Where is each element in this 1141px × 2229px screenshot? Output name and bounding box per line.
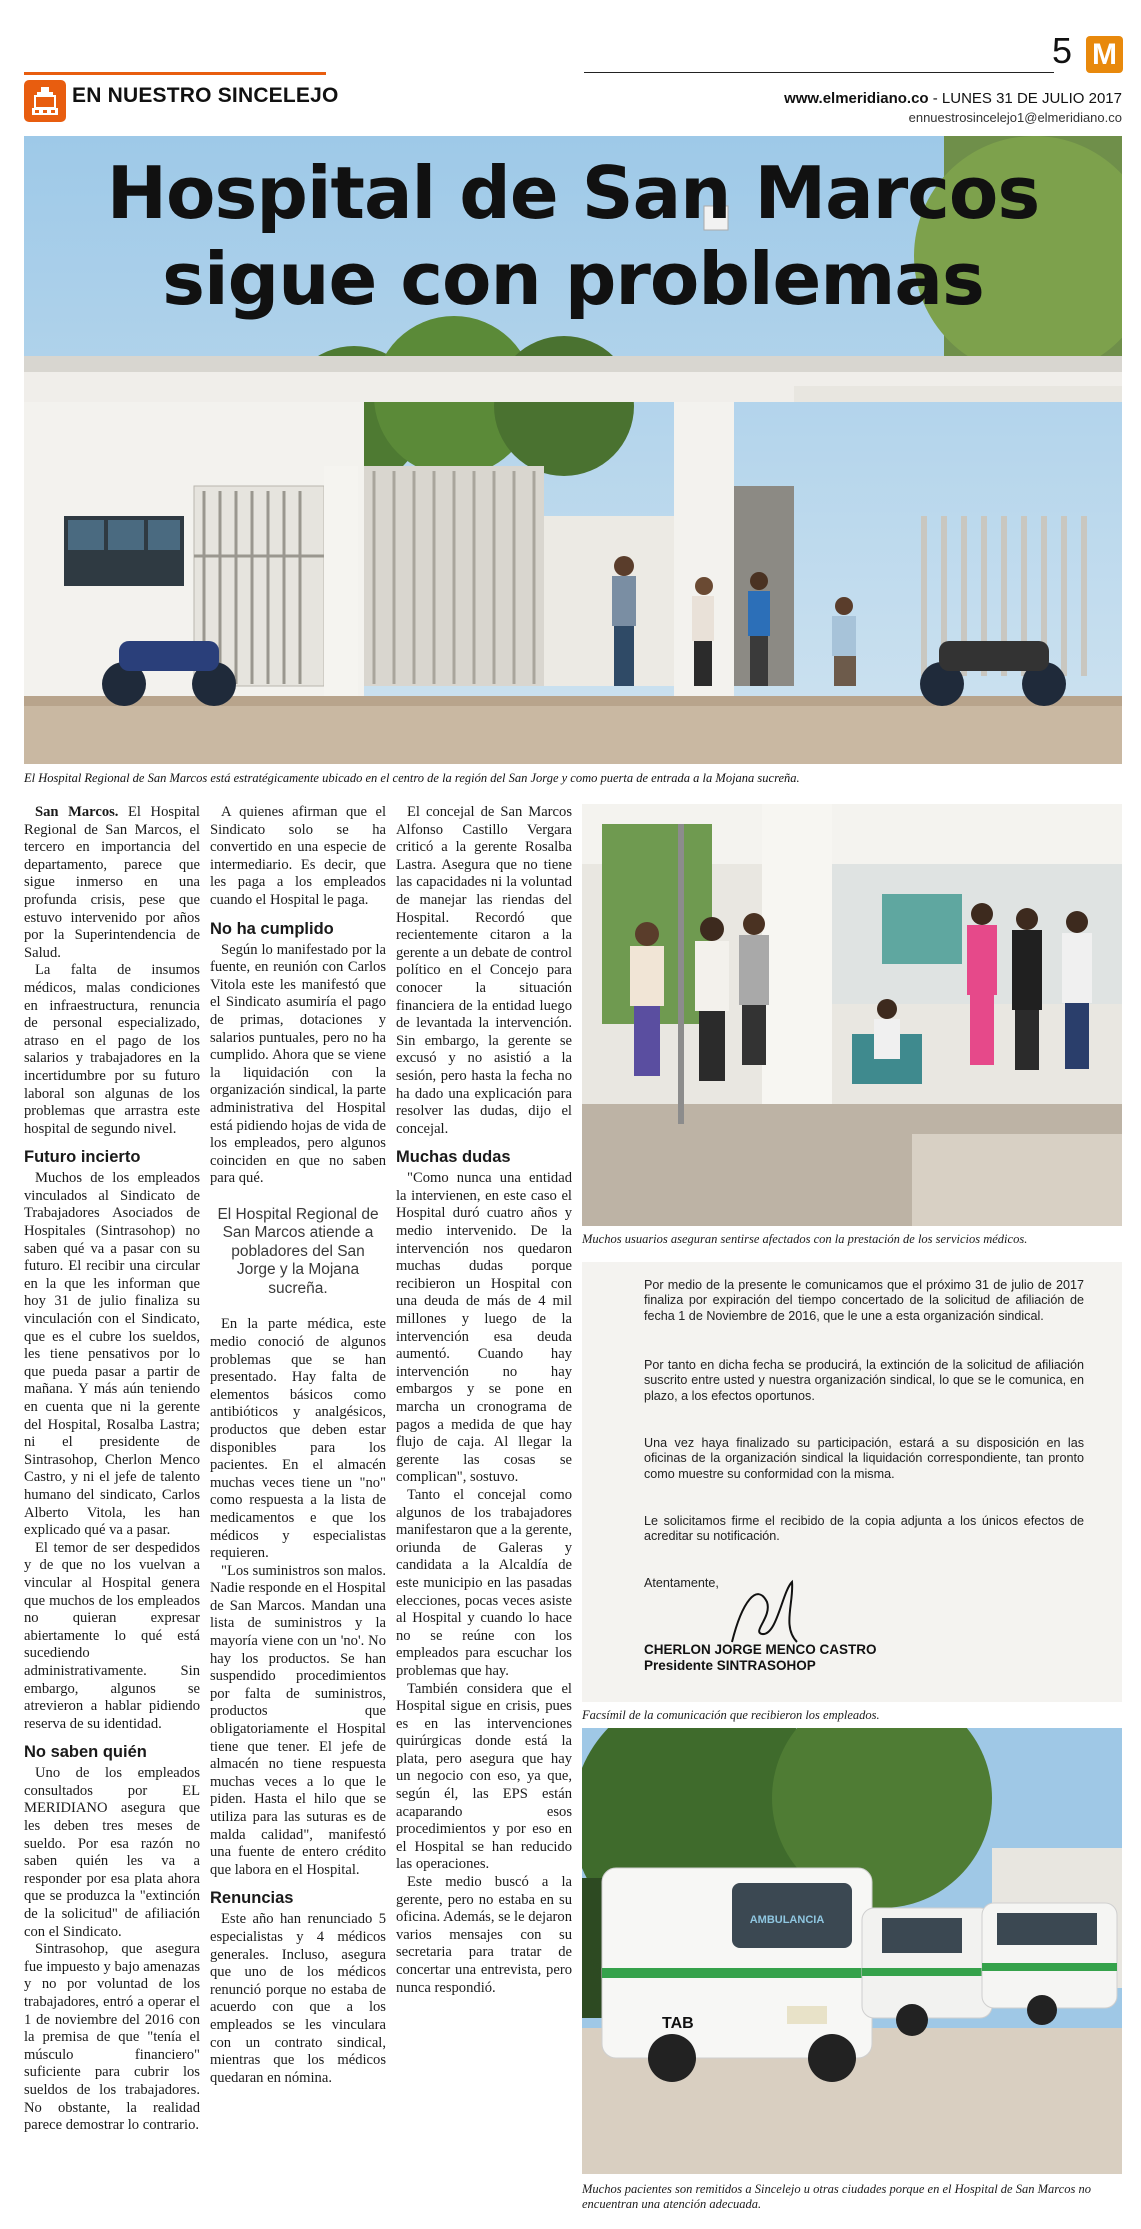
- paragraph: Uno de los empleados consultados por EL MERIDIANO asegura que les deben tres meses de sueldo. Por esa razón no saben quién les va a responder por esa plata ahora que se produzca la "extinción de la solicitud" de afiliación con el Sindicato.: [24, 1765, 200, 1940]
- ambulance-tab-label: TAB: [662, 2015, 694, 2032]
- paragraph: A quienes afirman que el Sindicato solo se ha convertido en una especie de intermediario. Es decir, que les paga a los empleados cuando el Hospital le paga.: [210, 804, 386, 908]
- paragraph: "Los suministros son malos. Nadie responde en el Hospital de San Marcos. Mandan una lista de suministros y la mayoría viene con un 'no'. No hay los productos. Se han suspendido procedimientos por falta de suministros, productos que obligatoriamente el Hospital tiene que tener. El jefe de almacén no tiene respuesta muchas veces a lo que le piden. Hasta el hilo que se utiliza para las suturas es de malda calidad", manifestó una fuente de entero crédito que labora en el Hospital.: [210, 1562, 386, 1878]
- dateline: San Marcos.: [35, 804, 119, 820]
- subhead-no-saben-quien: No saben quién: [24, 1743, 147, 1762]
- article-column-3: [396, 804, 572, 2220]
- signer-role: Presidente SINTRASOHOP: [644, 1658, 816, 1673]
- letter-facsimile: [582, 1262, 1122, 1702]
- article-headline: [24, 150, 1122, 322]
- paragraph: Este medio buscó a la gerente, pero no estaba en su oficina. Además, se le dejaron varios mensajes con su secretaria para tratar de concertar una entrevista, pero nunca respondió.: [396, 1874, 572, 1996]
- page-number: 5: [1052, 30, 1073, 71]
- subhead-no-ha-cumplido: No ha cumplido: [210, 919, 334, 938]
- hero-photo-caption: El Hospital Regional de San Marcos está estratégicamente ubicado en el centro de la región del San Jorge y como puerta de entrada a la Mojana sucreña.: [24, 771, 800, 785]
- ambulances-photo: [582, 1728, 1122, 2174]
- headline-line-2: sigue con problemas: [162, 237, 984, 321]
- paragraph: Este año han renunciado 5 especialistas y 4 médicos generales. Incluso, asegura que uno de los médicos renunció porque no estaba de acuerdo con que a los empleados se les vinculara con un contrato sindical, mientras que los médicos quedaran en nómina.: [210, 1911, 386, 2086]
- issue-date: - LUNES 31 DE JULIO 2017: [928, 90, 1122, 107]
- paragraph: Tanto el concejal como algunos de los trabajadores manifestaron que a la gerente, oriunda de Galeras y candidata a la Alcaldía de este municipio en las pasadas elecciones, pocas veces asiste al Hospital y cuando lo hace no se reúne con los empleados para escuchar los problemas que hay.: [396, 1486, 572, 1679]
- paragraph: Muchos de los empleados vinculados al Sindicato de Trabajadores Asociados de Hospitales (Sintrasohop) no saben qué va a pasar con su futuro. El recibir una circular en la que les informan que hoy 31 de julio finaliza su vinculación con el Sindicato, que es el cubre los sueldos, les tiene pensativos por lo que pueda pasar a partir de mañana. Y más aún teniendo en cuenta que ni la gerente del Hospital, Rosalba Lastra; ni el presidente de Sintrasohop, Cherlon Menco Castro, y ni el jefe de talento humano del sindicato, Carlos Alberto Vitola, les han explicado qué va a pasar.: [24, 1170, 200, 1539]
- letter-closing: Atentamente,: [644, 1576, 719, 1590]
- article-column-1: [24, 804, 200, 2220]
- paragraph: El concejal de San Marcos Alfonso Castillo Vergara criticó a la gerente Rosalba Lastra. Asegura que no tiene las capacidades ni la voluntad de manejar las riendas del Hospital. Recordó que recientemente citaron a la gerente a un debate de control político en el Concejo para conocer la situación financiera de la entidad luego de levantada la intervención. Sin embargo, la gerente se excusó y no asistió a la sesión, pero hasta la fecha no ha dado una explicación para resolver las dudas, dijo el concejal.: [396, 804, 572, 1137]
- paragraph: Según lo manifestado por la fuente, en reunión con Carlos Vitola este les manifestó que el Sindicato asumiría el pago de primas, dotaciones y salarios puntuales, pero no ha cumplido. Ahora que se viene la liquidación con la organización sindical, la parte administrativa del Hospital está pidiendo hojas de vida de los empleados, pero algunos coinciden en que no saben para qué.: [210, 941, 386, 1187]
- paragraph: En la parte médica, este medio conoció de algunos problemas que se han presentado. Hay falta de elementos básicos como antibióticos y analgésicos, productos que deben estar disponibles para los pacientes. En el almacén muchas veces tiene un "no" como respuesta a la lista de medicamentos e que los médicos y especialistas requieren.: [210, 1316, 386, 1562]
- section-title: EN NUESTRO SINCELEJO: [72, 84, 339, 107]
- ambulance-window-label: AMBULANCIA: [749, 1914, 825, 1926]
- headline-line-1: Hospital de San Marcos: [106, 151, 1040, 235]
- newspaper-logo: M: [1086, 36, 1123, 73]
- letter-paragraph-3: Una vez haya finalizado su participación, estará a su disposición en las oficinas de la organización sindical la liquidación correspondiente, tan pronto como muestre su conformidad con la misma.: [644, 1436, 1084, 1481]
- subhead-muchas-dudas: Muchas dudas: [396, 1148, 511, 1167]
- paragraph: El temor de ser despedidos y de que no los vuelvan a vincular al Hospital genera que muchos de los empleados no quieran expresar abiertamente lo qué está sucediendo administrativamente. Sin embargo, algunos se atrevieron a hablar pidiendo reserva de su identidad.: [24, 1539, 200, 1732]
- patients-photo-caption: Muchos usuarios aseguran sentirse afectados con la prestación de los servicios médicos.: [582, 1232, 1028, 1246]
- letter-paragraph-4: Le solicitamos firme el recibido de la copia adjunta a los únicos efectos de acreditar su notificación.: [644, 1514, 1084, 1544]
- monument-icon: [24, 80, 66, 122]
- letter-paragraph-2: Por tanto en dicha fecha se producirá, la extinción de la solicitud de afiliación suscrito entre usted y nuestra organización sindical, lo que se le comunica, en plazo, a los efectos oportunos.: [644, 1358, 1084, 1403]
- paragraph: También considera que el Hospital sigue en crisis, pues es en las intervenciones quirúrgicas donde está la plata, pero asegura que hay un negocio con eso, ya que, según él, las EPS están acaparando esos procedimientos y por eso en el Hospital se han reducido las operaciones.: [396, 1680, 572, 1873]
- signature-scribble-icon: [722, 1572, 812, 1652]
- signer-name: CHERLON JORGE MENCO CASTRO: [644, 1642, 877, 1657]
- letter-caption: Facsímil de la comunicación que recibieron los empleados.: [582, 1708, 880, 1722]
- pull-quote: El Hospital Regional de San Marcos atiende a pobladores del San Jorge y la Mojana sucreña.: [217, 1205, 379, 1297]
- section-rule: [24, 72, 326, 75]
- subhead-renuncias: Renuncias: [210, 1889, 294, 1908]
- letter-paragraph-1: Por medio de la presente le comunicamos que el próximo 31 de julio de 2017 finaliza por expiración del tiempo concertado de la solicitud de afiliación de fecha 1 de Noviembre de 2016, que le une a esta organización sindical.: [644, 1278, 1084, 1323]
- subhead-futuro-incierto: Futuro incierto: [24, 1148, 141, 1167]
- letter-signature-block: [644, 1642, 877, 1674]
- waiting-patients-photo: [582, 804, 1122, 1226]
- header-rule: [584, 72, 1054, 73]
- ambulance-photo-caption: Muchos pacientes son remitidos a Sincelejo u otras ciudades porque en el Hospital de San Marcos no encuentran una atención adecuada.: [582, 2182, 1091, 2211]
- section-email[interactable]: ennuestrosincelejo1@elmeridiano.co: [908, 110, 1122, 125]
- paragraph: "Como nunca una entidad la intervienen, en este caso el Hospital duró cuatro años y medio intervenido. De la intervención nos quedaron muchas dudas porque recibieron un Hospital con una deuda de más de 4 mil millones y luego de la intervención esa deuda aumentó. Cuando hay intervención no hay embargos y se pone en marcha un cronograma de pagos a medida de que hay flujo de caja. Al llegar la gerente las cosas se complican", sostuvo.: [396, 1170, 572, 1486]
- website-link[interactable]: www.elmeridiano.co: [784, 90, 929, 107]
- paragraph: Sintrasohop, que asegura fue impuesto y bajo amenazas y no por voluntad de los trabajadores, entró a operar el 1 de noviembre del 2016 con la premisa de que "tenía el músculo financiero" suficiente para cubrir los sueldos de los trabajadores. No obstante, la realidad parece demostrar lo contrario.: [24, 1941, 200, 2134]
- site-date-line: [600, 90, 1122, 107]
- paragraph: San Marcos. El Hospital Regional de San Marcos, el tercero en importancia del departamento, parece que sigue inmerso en una profunda crisis, pese que estuvo intervenido por años por la Superintendencia de Salud.: [24, 804, 200, 961]
- article-column-2: [210, 804, 386, 2220]
- paragraph: La falta de insumos médicos, malas condiciones en infraestructura, renuncia de personal especializado, atraso en el pago de los salarios y trabajadores en la incertidumbre por su futuro laboral son algunas de los problemas que arrastra este hospital de segundo nivel.: [24, 962, 200, 1137]
